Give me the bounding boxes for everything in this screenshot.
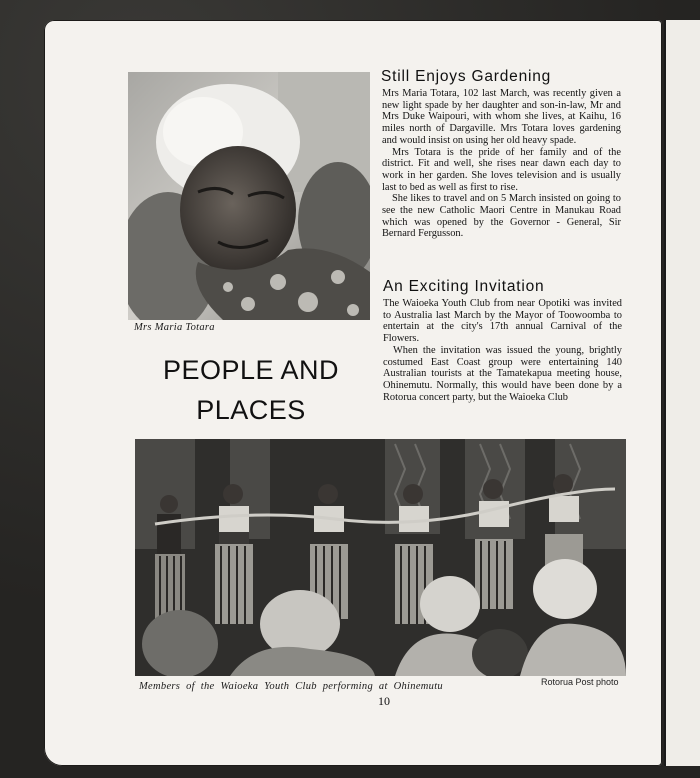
group-photo-caption: Members of the Waioeka Youth Club performing at Ohinemutu bbox=[139, 681, 443, 692]
paragraph: She likes to travel and on 5 March insisted on going to see the new Catholic Maori Centre in Manukau Road which was opened by the Governor - General, Sir Bernard Fergusson. bbox=[382, 193, 621, 240]
group-performance-photo bbox=[135, 439, 626, 676]
paragraph: The Waioeka Youth Club from near Opotiki was invited to Australia last March by the Mayor of Toowoomba to entertain at the city's 17th annual Carnival of the Flowers. bbox=[383, 298, 622, 345]
article-heading-gardening: Still Enjoys Gardening bbox=[381, 68, 552, 85]
adjacent-page-edge bbox=[664, 20, 700, 766]
paragraph: Mrs Maria Totara, 102 last March, was recently given a new light spade by her daughter and son-in-law, Mr and Mrs Duke Waipouri, with whom she lives, at Kaihu, 16 miles north of Dargaville. Mrs Totara loves gardening and would insist on using her old heavy spade. bbox=[382, 88, 621, 146]
photo-credit: Rotorua Post photo bbox=[541, 677, 619, 687]
portrait-caption: Mrs Maria Totara bbox=[134, 322, 215, 333]
article-body-gardening bbox=[382, 88, 621, 240]
paragraph: When the invitation was issued the young, brightly costumed East Coast group were entertaining 140 Australian tourists at the Tamatekapua meeting house, Ohinemutu. Normally, this would have been done by a Rotorua concert party, but the Waioeka Club bbox=[383, 344, 622, 403]
page-number: 10 bbox=[378, 694, 390, 708]
section-title-line-2: PLACES bbox=[196, 395, 306, 425]
paragraph: Mrs Totara is the pride of her family and of the district. Fit and well, she rises near dawn each day to work in her garden. She loves television and is usually last to bed as well as first to rise. bbox=[382, 146, 621, 193]
portrait-photo bbox=[128, 72, 370, 320]
section-title-line-1: PEOPLE AND bbox=[162, 355, 340, 385]
section-title bbox=[140, 350, 362, 430]
article-body-invitation bbox=[383, 298, 622, 403]
article-heading-invitation: An Exciting Invitation bbox=[383, 278, 545, 295]
